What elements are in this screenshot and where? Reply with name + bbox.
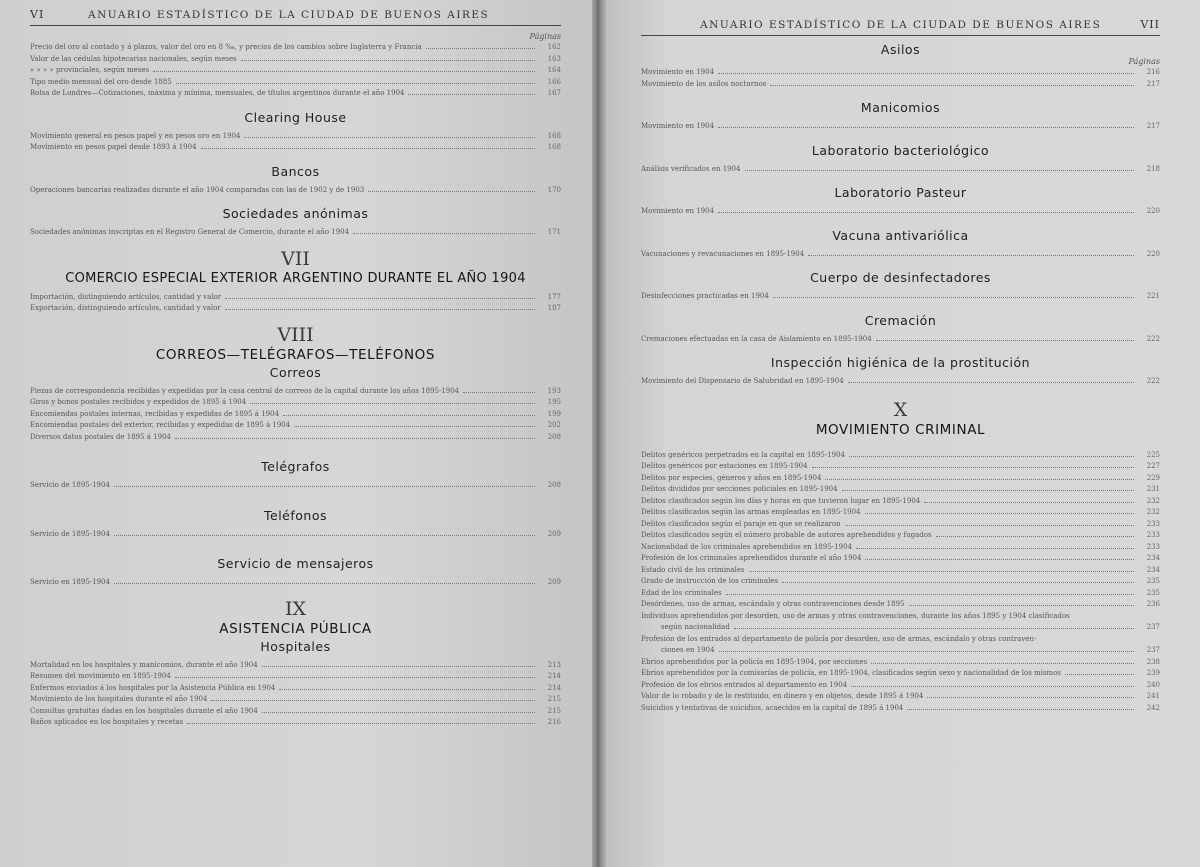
toc-entry [641,206,1160,218]
section-title-correos: Correos [269,364,322,380]
dot-leader [845,525,1134,526]
toc-entry-page: 168 [547,131,561,140]
vacuna-entries [641,249,1160,261]
toc-entry [30,77,561,89]
dot-leader [842,490,1134,491]
toc-entry-text: Encomiendas postales internas, recibidas y expedidas de 1895 á 1904 [30,409,280,418]
toc-entry-page: 236 [1146,600,1160,608]
desinfectadores-entries [641,291,1160,303]
correos-entries [30,386,561,444]
toc-entry-page: 234 [1146,565,1160,574]
dot-leader [770,85,1134,86]
toc-entry-page: 233 [1146,519,1160,528]
dot-leader [856,548,1134,549]
toc-entry-page: 163 [547,54,561,63]
dot-leader [812,467,1134,468]
toc-entry-page: 232 [1146,508,1160,516]
toc-entry-text: Movimiento del Dispensario de Salubridad en 1895-1904 [641,377,844,385]
section-title-desinfectadores: Cuerpo de desinfectadores [810,270,991,285]
toc-entry [30,65,561,77]
toc-entry-page: 214 [547,672,561,680]
dot-leader [825,479,1134,480]
clearing-entries [30,131,561,154]
toc-entry [30,227,561,239]
left-running-title: ANUARIO ESTADÍSTICO DE LA CIUDAD DE BUENOS AIRES [88,9,490,21]
toc-entry-text: Valor de lo robado y de lo restituido, en dinero y en objetos, desde 1895 á 1904 [641,692,924,700]
toc-entry [30,386,561,398]
dot-leader [175,677,535,678]
toc-entry [641,645,1160,657]
toc-entry-text: Enfermos enviados á los hospitales por la Asistencia Pública en 1904 [30,683,276,692]
toc-entry [30,409,561,421]
dot-leader [426,48,535,49]
toc-entry-page: 225 [1146,450,1160,459]
dot-leader [907,709,1134,710]
toc-entry-page: 227 [1146,462,1160,470]
dot-leader [851,686,1134,687]
dot-leader [153,71,535,72]
toc-entry-text: Vacunaciones y revacunaciones en 1895-1904 [641,249,805,258]
toc-entry-text: Servicio en 1895-1904 [30,578,110,586]
toc-entry [30,706,561,718]
toc-entry-text: Delitos clasificados según el paraje en que se realizaron [641,519,841,528]
toc-entry-page: 167 [547,89,561,97]
toc-entry [641,611,1160,623]
dot-leader [353,233,535,234]
toc-entry [641,164,1160,176]
toc-entry-page: 217 [1146,122,1160,130]
left-header-rule [30,25,561,26]
toc-entry-text: Profesión de los entrados al departamento de policía por desorden, uso de armas, escándalo y otras contraven- [641,634,1037,643]
chapter-vii-title: COMERCIO ESPECIAL EXTERIOR ARGENTINO DURANTE EL AÑO 1904 [65,270,526,286]
toc-entry [30,683,561,695]
toc-entry [641,622,1160,634]
toc-entry-text: Tipo medio mensual del oro desde 1885 [30,77,172,86]
toc-entry-page: 208 [547,481,561,489]
dot-leader [719,651,1134,652]
toc-entry [641,473,1160,485]
toc-entry-text: Desinfecciones practicadas en 1904 [641,292,769,300]
toc-entry [30,717,561,729]
dot-leader [283,415,535,416]
toc-entry [641,576,1160,588]
toc-entry-page: 195 [547,398,561,406]
dot-leader [927,697,1134,698]
dot-leader [114,486,535,487]
section-title-manicomios: Manicomios [860,100,941,115]
toc-entry [30,432,561,444]
toc-entry-page: 202 [547,421,561,429]
toc-entry-text: Diversos datos postales de 1895 á 1904 [30,432,171,441]
dot-leader [718,73,1134,74]
toc-entry-page: 162 [547,43,561,51]
toc-entry [30,54,561,66]
left-running-head [30,8,561,21]
toc-entry-text: » » » » provinciales, según meses [30,66,150,74]
section-title-lab-pasteur: Laboratorio Pasteur [834,185,967,200]
right-header-rule [641,35,1160,36]
toc-entry [641,542,1160,554]
toc-entry [641,67,1160,79]
toc-entry-text: Precio del oro al contado y á plazos, valor del oro en 8 ‰, y precios de los cambios sobre Inglaterra y Francia [30,43,422,51]
section-title-mensajeros: Servicio de mensajeros [217,556,374,571]
dot-leader [114,583,535,584]
dot-leader [201,148,535,149]
dot-leader [294,426,535,427]
toc-entry-text: Movimiento en 1904 [641,122,715,130]
section-title-hospitales: Hospitales [260,638,331,654]
book-gutter [592,0,606,867]
section-title-cremacion: Cremación [864,312,937,328]
toc-entry [30,671,561,683]
toc-entry-page: 215 [547,706,561,715]
toc-entry [30,577,561,589]
toc-entry-text: Importación, distinguiendo artículos, cantidad y valor [30,292,222,301]
section-title-telegrafos: Telégrafos [261,459,330,474]
dot-leader [734,628,1134,629]
toc-entry [30,660,561,672]
toc-entry-text: Operaciones bancarias realizadas durante el año 1904 comparadas con las de 1902 y de 1903 [30,185,365,194]
chapter-x-entries [641,450,1160,715]
toc-entry-page: 220 [1146,207,1160,215]
dot-leader [773,297,1134,298]
toc-entry-text: Mortalidad en los hospitales y manicomios, durante el año 1904 [30,660,258,669]
dot-leader [1065,674,1134,675]
toc-entry-text: Exportación, distinguiendo artículos, cantidad y valor [30,304,221,312]
telegrafos-entries [30,480,561,492]
toc-entry [641,530,1160,542]
right-page-number: VII [1140,18,1160,31]
dot-leader [782,582,1134,583]
toc-entry [30,303,561,315]
toc-entry [30,142,561,154]
section-title-vacuna: Vacuna antivariólica [832,227,969,243]
toc-entry-page: 238 [1146,657,1160,666]
toc-entry-page: 239 [1146,669,1160,677]
toc-entry [30,88,561,100]
toc-entry-page: 229 [1146,473,1160,482]
toc-entry [641,496,1160,508]
chapter-viii-title: CORREOS—TELÉGRAFOS—TELÉFONOS [155,346,436,363]
chapter-vii-entries [30,292,561,315]
toc-entry-page: 199 [547,409,561,418]
dot-leader [176,83,535,84]
dot-leader [849,456,1134,457]
dot-leader [211,700,535,701]
toc-entry-text: Giros y bonos postales recibidos y expedidos de 1895 á 1904 [30,398,247,406]
toc-entry-page: 217 [1146,79,1160,88]
toc-entry-text: Valor de las cédulas hipotecarias nacionales, según meses [30,54,237,63]
toc-entry-page: 216 [1146,68,1160,76]
section-title-prostitucion: Inspección higiénica de la prostitución [770,355,1031,370]
toc-entry [641,121,1160,133]
toc-entry-page: 214 [547,683,561,692]
toc-entry-page: 168 [547,143,561,151]
toc-entry-text: según nacionalidad [661,623,730,631]
sociedades-entries [30,227,561,239]
toc-entry [641,291,1160,303]
dot-leader [909,605,1134,606]
toc-entry [641,680,1160,692]
lab-pasteur-entries [641,206,1160,218]
dot-leader [225,309,535,310]
toc-entry-text: Consultas gratuitas dadas en los hospitales durante el año 1904 [30,706,258,715]
toc-entry-text: Profesión de los ebrios entrados al departamento en 1904 [641,680,848,689]
toc-entry [641,461,1160,473]
toc-entry [641,691,1160,703]
hospitales-entries [30,660,561,729]
toc-entry-page: 222 [1146,377,1160,385]
chapter-x-title: MOVIMIENTO CRIMINAL [815,421,986,438]
dot-leader [876,340,1134,341]
dot-leader [848,382,1134,383]
toc-entry-page: 209 [547,529,561,538]
toc-entry-text: Delitos genéricos perpetrados en la capital en 1895-1904 [641,450,845,459]
dot-leader [936,536,1134,537]
chapter-ix-title: ASISTENCIA PÚBLICA [219,620,372,637]
toc-entry [641,703,1160,715]
toc-entry [641,519,1160,531]
mensajeros-entries [30,577,561,589]
dot-leader [225,298,535,299]
toc-entry-text: Movimiento en 1904 [641,68,715,76]
toc-entry-page: 164 [547,66,561,74]
dot-leader [244,137,535,138]
toc-entry-text: Grado de instrucción de los criminales [641,577,779,585]
toc-entry-page: 233 [1146,531,1160,539]
toc-entry-text: Movimiento de los hospitales durante el año 1904 [30,695,208,703]
dot-leader [250,403,535,404]
section-title-bancos: Bancos [271,163,320,179]
toc-entry-page: 216 [547,718,561,726]
toc-entry [30,42,561,54]
chapter-ix-numeral: IX [284,597,307,620]
section-title-lab-bacteriologico: Laboratorio bacteriológico [811,142,990,158]
section-title-sociedades: Sociedades anónimas [222,206,369,221]
dot-leader [924,502,1134,503]
toc-entry [641,507,1160,519]
toc-entry [641,249,1160,261]
toc-entry-text: Resumen del movimiento en 1895-1904 [30,672,171,680]
toc-entry-page: 171 [547,228,561,236]
dot-leader [187,723,535,724]
right-running-title: ANUARIO ESTADÍSTICO DE LA CIUDAD DE BUENOS AIRES [700,19,1102,31]
dot-leader [368,191,535,192]
chapter-x-numeral: X [893,398,908,421]
dot-leader [808,255,1134,256]
toc-entry-text: Profesión de los criminales aprehendidos durante el año 1904 [641,554,862,562]
toc-entry [30,131,561,143]
dot-leader [408,94,535,95]
dot-leader [745,170,1134,171]
lab-bacteriologico-entries [641,164,1160,176]
toc-entry-text: Edad de los criminales [641,588,722,597]
dot-leader [718,127,1134,128]
toc-entry-text: Baños aplicados en los hospitales y recetas [30,718,184,726]
toc-entry-page: 235 [1146,588,1160,597]
toc-entry-page: 231 [1146,485,1160,493]
right-running-head [641,18,1160,31]
toc-entry-text: Análisis verificados en 1904 [641,164,741,173]
toc-entry-page: 220 [1146,249,1160,258]
prostitucion-entries [641,376,1160,388]
toc-entry-page: 209 [547,578,561,586]
toc-entry [641,484,1160,496]
toc-entry-text: Delitos por especies, géneros y años en 1895-1904 [641,473,822,482]
toc-entry [641,553,1160,565]
toc-entry [30,420,561,432]
toc-entry-page: 237 [1146,623,1160,631]
chapter-viii-numeral: VIII [277,323,314,346]
toc-entry-page: 222 [1146,334,1160,343]
toc-entry-page: 232 [1146,496,1160,505]
toc-entry [30,480,561,492]
toc-entry [641,79,1160,91]
dot-leader [463,392,535,393]
toc-entry-text: Suicidios y tentativas de suicidios, acaecidos en la capital de 1895 á 1904 [641,703,904,712]
dot-leader [279,689,535,690]
toc-entry-page: 237 [1146,646,1160,654]
toc-entry-text: Delitos clasificados según los días y horas en que tuvieron lugar en 1895-1904 [641,496,921,505]
toc-entry-page: 213 [547,660,561,669]
toc-entry-page: 242 [1146,703,1160,712]
dot-leader [718,212,1134,213]
toc-entry-text: Sociedades anónimas inscriptas en el Registro General de Comercio, durante el año 1904 [30,228,350,236]
toc-entry-text: Cremaciones efectuadas en la casa de Aislamiento en 1895-1904 [641,334,872,343]
right-page [597,0,1200,867]
toc-entry [641,668,1160,680]
toc-entry-page: 233 [1146,542,1160,551]
toc-entry [30,185,561,197]
dot-leader [865,559,1134,560]
toc-entry-page: 235 [1146,577,1160,585]
toc-entry-text: Encomiendas postales del exterior, recibidas y expedidas de 1895 á 1904 [30,421,291,429]
toc-entry-text: Servicio de 1895-1904 [30,481,110,489]
toc-entry [30,292,561,304]
toc-entry-page: 215 [547,695,561,703]
dot-leader [871,663,1134,664]
toc-entry-text: Estado civil de los criminales [641,565,745,574]
toc-entry-text: Individuos aprehendidos por desorden, uso de armas y otras contravenciones, durante los años 1895 y 1904 clasificados [641,611,1070,620]
toc-entry-page: 170 [547,185,561,194]
manicomios-entries [641,121,1160,133]
toc-entry-text: Ebrios aprehendidos por la policía en 1895-1904, por secciones [641,657,868,666]
toc-entry [641,450,1160,462]
right-paginas-label: Páginas [1128,57,1160,66]
toc-entry-text: Delitos genéricos por estaciones en 1895-1904 [641,462,808,470]
toc-entry [641,634,1160,646]
toc-entry-text: Movimiento de los asilos nocturnos [641,79,767,88]
toc-entry-page: 177 [547,292,561,301]
toc-entry-text: Delitos clasificados según las armas empleadas en 1895-1904 [641,508,861,516]
toc-entry-page: 193 [547,386,561,395]
toc-entry-page: 234 [1146,554,1160,562]
cremacion-entries [641,334,1160,346]
dot-leader [865,513,1134,514]
toc-entry [641,588,1160,600]
section-title-asilos: Asilos [880,42,921,57]
left-page-number: VI [30,8,45,21]
toc-entry [641,376,1160,388]
toc-entry [641,657,1160,669]
left-top-entries [30,42,561,100]
dot-leader [726,594,1134,595]
toc-entry-text: Movimiento en pesos papel desde 1893 á 1904 [30,143,197,151]
bancos-entries [30,185,561,197]
dot-leader [262,666,535,667]
dot-leader [241,60,535,61]
section-title-telefonos: Teléfonos [264,507,327,523]
asilos-entries [641,67,1160,90]
toc-entry-text: Movimiento en 1904 [641,207,715,215]
telefonos-entries [30,529,561,541]
toc-entry-text: Servicio de 1895-1904 [30,529,110,538]
toc-entry-page: 218 [1146,164,1160,173]
toc-entry-page: 241 [1146,692,1160,700]
toc-entry-page: 208 [547,432,561,441]
left-page [0,0,597,867]
toc-entry-text: Nacionalidad de los criminales aprehendidos en 1895-1904 [641,542,852,551]
dot-leader [262,712,535,713]
toc-entry [30,397,561,409]
toc-entry-page: 187 [547,304,561,312]
toc-entry-text: Delitos clasificados según el número probable de autores aprehendidos y fugados [641,531,932,539]
toc-entry [641,565,1160,577]
chapter-vii-numeral: VII [281,247,310,270]
toc-entry [30,529,561,541]
toc-entry-page: 240 [1146,680,1160,689]
dot-leader [749,571,1134,572]
toc-entry-text: Movimiento general en pesos papel y en pesos oro en 1904 [30,131,241,140]
toc-entry-text: Piezas de correspondencia recibidas y expedidas por la casa central de correos de la capital durante los años 1895-1904 [30,386,460,395]
section-title-clearing: Clearing House [244,109,347,125]
toc-entry-page: 166 [547,77,561,86]
toc-entry-page: 221 [1146,292,1160,300]
toc-entry-text: Ebrios aprehendidos por la comisarías de policía, en 1895-1904, clasificados según sexo y nacionalidad de los mismos [641,669,1061,677]
toc-entry-text: Desórdenes, uso de armas, escándalo y otras contravenciones desde 1895 [641,600,905,608]
toc-entry [641,599,1160,611]
dot-leader [114,535,535,536]
left-paginas-label: Páginas [529,32,561,41]
toc-entry-text: Bolsa de Londres—Cotizaciones, máxima y mínima, mensuales, de títulos argentinos durante el año 1904 [30,89,405,97]
toc-entry-text: ciones en 1904 [661,646,715,654]
toc-entry [641,334,1160,346]
toc-entry [30,694,561,706]
toc-entry-text: Delitos divididos por secciones policiales en 1895-1904 [641,485,838,493]
dot-leader [175,438,535,439]
